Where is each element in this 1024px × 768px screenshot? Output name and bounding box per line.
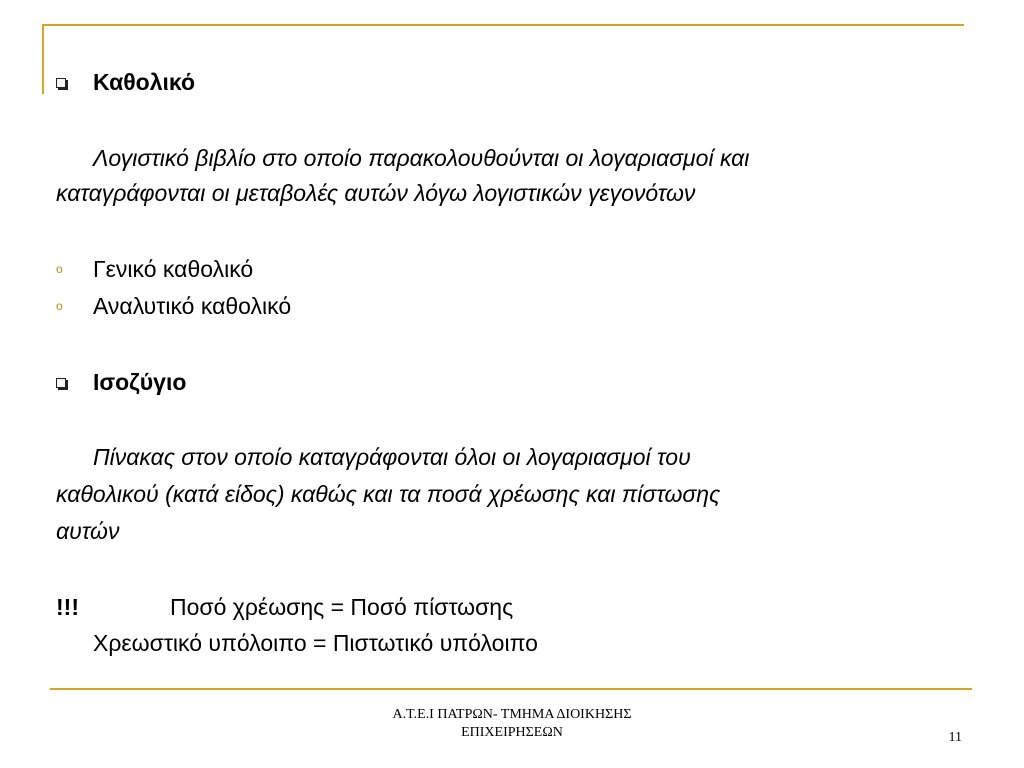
square-bullet-icon [56,78,66,88]
heading-kathoiko: Καθολικό [93,69,195,95]
equation-balances: Χρεωστικό υπόλοιπο = Πιστωτικό υπόλοιπο [93,630,538,656]
definition1-line1: Λογιστικό βιβλίο στο οποίο παρακολουθούνται οι λογαριασμοί και [93,145,750,171]
definition2-line1: Πίνακας στον οποίο καταγράφονται όλοι οι λογαριασμοί του [93,444,691,470]
circle-bullet-icon: o [56,262,63,276]
footer-line1: Α.Τ.Ε.Ι ΠΑΤΡΩΝ- ΤΜΗΜΑ ΔΙΟΙΚΗΣΗΣ [392,707,632,722]
page-number: 11 [948,730,962,745]
subitem-geniko: Γενικό καθολικό [93,256,254,282]
definition2-line3: αυτών [56,518,120,544]
square-bullet-icon [56,378,66,388]
footer [312,706,712,742]
equation-debit-credit: Ποσό χρέωσης = Ποσό πίστωσης [170,594,514,620]
definition2-line2: καθολικού (κατά είδος) καθώς και τα ποσά χρέωσης και πίστωσης [56,481,721,507]
definition1-line2: καταγράφονται οι μεταβολές αυτών λόγω λογιστικών γεγονότων [56,180,696,206]
heading-isozygio: Ισοζύγιο [93,369,187,395]
bottom-border-line [50,688,972,690]
circle-bullet-icon: o [56,299,63,313]
exclamation-mark: !!! [56,594,79,620]
subitem-analytiko: Αναλυτικό καθολικό [93,293,292,319]
footer-line2: ΕΠΙΧΕΙΡΗΣΕΩΝ [461,725,563,740]
